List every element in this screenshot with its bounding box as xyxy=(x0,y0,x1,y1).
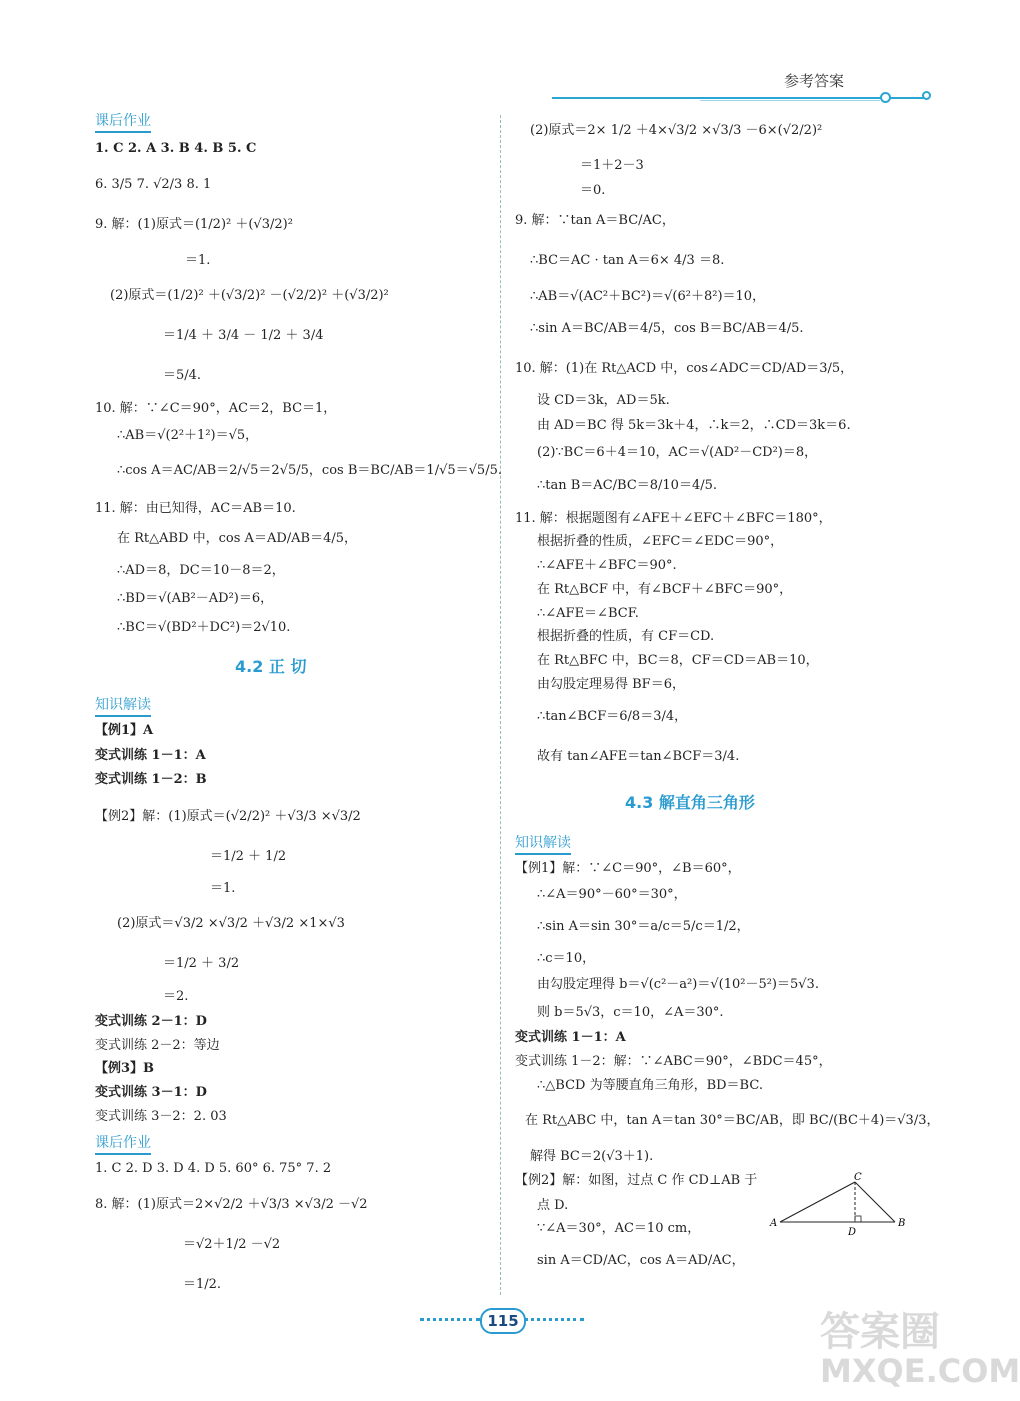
watermark-bottom: MXQE.COM xyxy=(820,1352,1020,1390)
figure-label-b: B xyxy=(898,1218,906,1229)
left-line: ∴BC＝√(BD²＋DC²)＝2√10. xyxy=(117,620,291,635)
right-line: ∴∠AFE＋∠BFC＝90°. xyxy=(537,558,677,573)
right-line: 则 b＝5√3，c＝10，∠A＝30°. xyxy=(537,1005,724,1020)
left-line: ＝√2＋1/2 －√2 xyxy=(183,1237,281,1252)
left-line: 【例3】B xyxy=(95,1061,155,1076)
left-line: ＝1/2 ＋ 3/2 xyxy=(163,956,240,971)
header-title: 参考答案 xyxy=(784,72,845,90)
right-line: 由勾股定理易得 BF＝6， xyxy=(537,677,685,692)
watermark-top: 答案圈 xyxy=(820,1309,940,1355)
left-line: ∴cos A＝AC/AB＝2/√5＝2√5/5，cos B＝BC/AB＝1/√5＝√5/5. xyxy=(117,463,502,478)
left-line: ＝1. xyxy=(185,253,211,268)
figure-label-d: D xyxy=(848,1227,857,1238)
left-line: 在 Rt△ABD 中，cos A＝AD/AB＝4/5， xyxy=(117,531,357,546)
right-line: 在 Rt△BFC 中，BC＝8，CF＝CD＝AB＝10， xyxy=(537,653,819,668)
right-line: 【例1】解：∵∠C＝90°，∠B＝60°， xyxy=(515,861,741,876)
left-line: 9. 解：(1)原式＝(1/2)² ＋(√3/2)² xyxy=(95,217,293,232)
right-line: sin A＝CD/AC，cos A＝AD/AC， xyxy=(537,1253,745,1268)
left-line: 1. C 2. D 3. D 4. D 5. 60° 6. 75° 7. 2 xyxy=(95,1161,332,1176)
right-line: 11. 解：根据题图有∠AFE＋∠EFC＋∠BFC＝180°， xyxy=(515,511,832,526)
left-line: 变式训练 2－2：等边 xyxy=(95,1038,220,1053)
left-line: ＝2. xyxy=(163,989,189,1004)
right-line: 4.3 解直角三角形 xyxy=(625,793,755,812)
page-number-dots-right xyxy=(524,1318,584,1321)
left-line: 8. 解：(1)原式＝2×√2/2 ＋√3/3 ×√3/2 －√2 xyxy=(95,1197,368,1212)
left-line: 10. 解：∵∠C＝90°，AC＝2，BC＝1， xyxy=(95,401,337,416)
right-line: ∴AB＝√(AC²＋BC²)＝√(6²＋8²)＝10， xyxy=(530,289,766,304)
left-line: ＝1/4 ＋ 3/4 － 1/2 ＋ 3/4 xyxy=(163,328,324,343)
left-line: 变式训练 3－2：2. 03 xyxy=(95,1109,227,1124)
left-line: ∴AB＝√(2²＋1²)＝√5， xyxy=(117,428,259,443)
figure-label-c: C xyxy=(854,1172,862,1183)
right-line: 【例2】解：如图，过点 C 作 CD⊥AB 于 xyxy=(515,1173,758,1188)
page-number: 115 xyxy=(480,1308,526,1334)
right-line: 由勾股定理得 b＝√(c²－a²)＝√(10²－5²)＝5√3. xyxy=(537,977,819,992)
left-line: 变式训练 3－1：D xyxy=(95,1085,207,1100)
right-line: ∵∠A＝30°，AC＝10 cm， xyxy=(537,1221,701,1236)
header-dot xyxy=(880,92,891,103)
right-line: ∴tan∠BCF＝6/8＝3/4， xyxy=(537,709,688,724)
left-line: ＝1/2 ＋ 1/2 xyxy=(210,849,287,864)
left-line: 知识解读 xyxy=(95,696,151,717)
left-line: 变式训练 2－1：D xyxy=(95,1014,207,1029)
right-line: 变式训练 1－2：解：∵∠ABC＝90°，∠BDC＝45°， xyxy=(515,1054,832,1069)
right-line: 根据折叠的性质，∠EFC＝∠EDC＝90°， xyxy=(537,534,784,549)
right-line: ∴∠A＝90°－60°＝30°， xyxy=(537,887,687,902)
right-line: ∴△BCD 为等腰直角三角形，BD＝BC. xyxy=(537,1078,763,1093)
left-line: 6. 3/5 7. √2/3 8. 1 xyxy=(95,177,212,192)
left-line: 1. C 2. A 3. B 4. B 5. C xyxy=(95,141,257,156)
right-line: 在 Rt△BCF 中，有∠BCF＋∠BFC＝90°， xyxy=(537,582,793,597)
page-number-dots-left xyxy=(420,1318,480,1321)
left-line: ∴AD＝8，DC＝10－8＝2， xyxy=(117,563,285,578)
right-line: 9. 解：∵tan A＝BC/AC， xyxy=(515,213,675,228)
left-line: 4.2 正 切 xyxy=(235,657,307,676)
left-line: ＝1/2. xyxy=(183,1277,222,1292)
right-line: ∴c＝10， xyxy=(537,951,596,966)
right-line: ∴∠AFE＝∠BCF. xyxy=(537,606,639,621)
left-line: 变式训练 1－2：B xyxy=(95,772,207,787)
left-line: ＝5/4. xyxy=(163,368,202,383)
right-line: 知识解读 xyxy=(515,834,571,855)
left-line: ∴BD＝√(AB²－AD²)＝6， xyxy=(117,591,274,606)
left-line: 课后作业 xyxy=(95,112,151,133)
header-rule xyxy=(552,97,928,99)
right-line: 点 D. xyxy=(537,1198,569,1213)
left-line: ＝1. xyxy=(210,881,236,896)
header-dot xyxy=(922,91,931,100)
right-line: 10. 解：(1)在 Rt△ACD 中，cos∠ADC＝CD/AD＝3/5， xyxy=(515,361,854,376)
right-line: 故有 tan∠AFE＝tan∠BCF＝3/4. xyxy=(537,749,740,764)
right-line: ＝1＋2－3 xyxy=(580,158,644,173)
right-line: 解得 BC＝2(√3＋1). xyxy=(530,1149,654,1164)
figure-label-a: A xyxy=(770,1218,778,1229)
watermark xyxy=(820,1310,1020,1388)
left-line: 变式训练 1－1：A xyxy=(95,748,206,763)
right-line: 设 CD＝3k，AD＝5k. xyxy=(537,393,670,408)
right-line: (2)∵BC＝6＋4＝10，AC＝√(AD²－CD²)＝8， xyxy=(537,445,818,460)
left-line: 【例1】A xyxy=(95,723,154,738)
right-line: ∴BC＝AC · tan A＝6× 4/3 ＝8. xyxy=(530,253,725,268)
right-line: 根据折叠的性质，有 CF＝CD. xyxy=(537,629,715,644)
left-line: (2)原式＝√3/2 ×√3/2 ＋√3/2 ×1×√3 xyxy=(117,916,345,931)
left-line: 【例2】解：(1)原式＝(√2/2)² ＋√3/3 ×√3/2 xyxy=(95,809,361,824)
right-line: 变式训练 1－1：A xyxy=(515,1030,626,1045)
header-rule-thin xyxy=(700,100,880,101)
right-line: ∴sin A＝BC/AB＝4/5，cos B＝BC/AB＝4/5. xyxy=(530,321,804,336)
left-line: 课后作业 xyxy=(95,1134,151,1155)
right-line: ∴tan B＝AC/BC＝8/10＝4/5. xyxy=(537,478,718,493)
column-divider xyxy=(500,115,501,1295)
triangle-figure xyxy=(770,1172,910,1242)
left-line: 11. 解：由已知得，AC＝AB＝10. xyxy=(95,501,296,516)
right-line: ∴sin A＝sin 30°＝a/c＝5/c＝1/2， xyxy=(537,919,750,934)
right-line: 在 Rt△ABC 中，tan A＝tan 30°＝BC/AB，即 BC/(BC＋4)＝√3/3， xyxy=(525,1113,940,1128)
left-line: (2)原式＝(1/2)² ＋(√3/2)² －(√2/2)² ＋(√3/2)² xyxy=(110,288,389,303)
right-line: (2)原式＝2× 1/2 ＋4×√3/2 ×√3/3 －6×(√2/2)² xyxy=(530,123,823,138)
right-line: ＝0. xyxy=(580,183,606,198)
right-line: 由 AD＝BC 得 5k＝3k＋4，∴k＝2，∴CD＝3k＝6. xyxy=(537,418,851,433)
